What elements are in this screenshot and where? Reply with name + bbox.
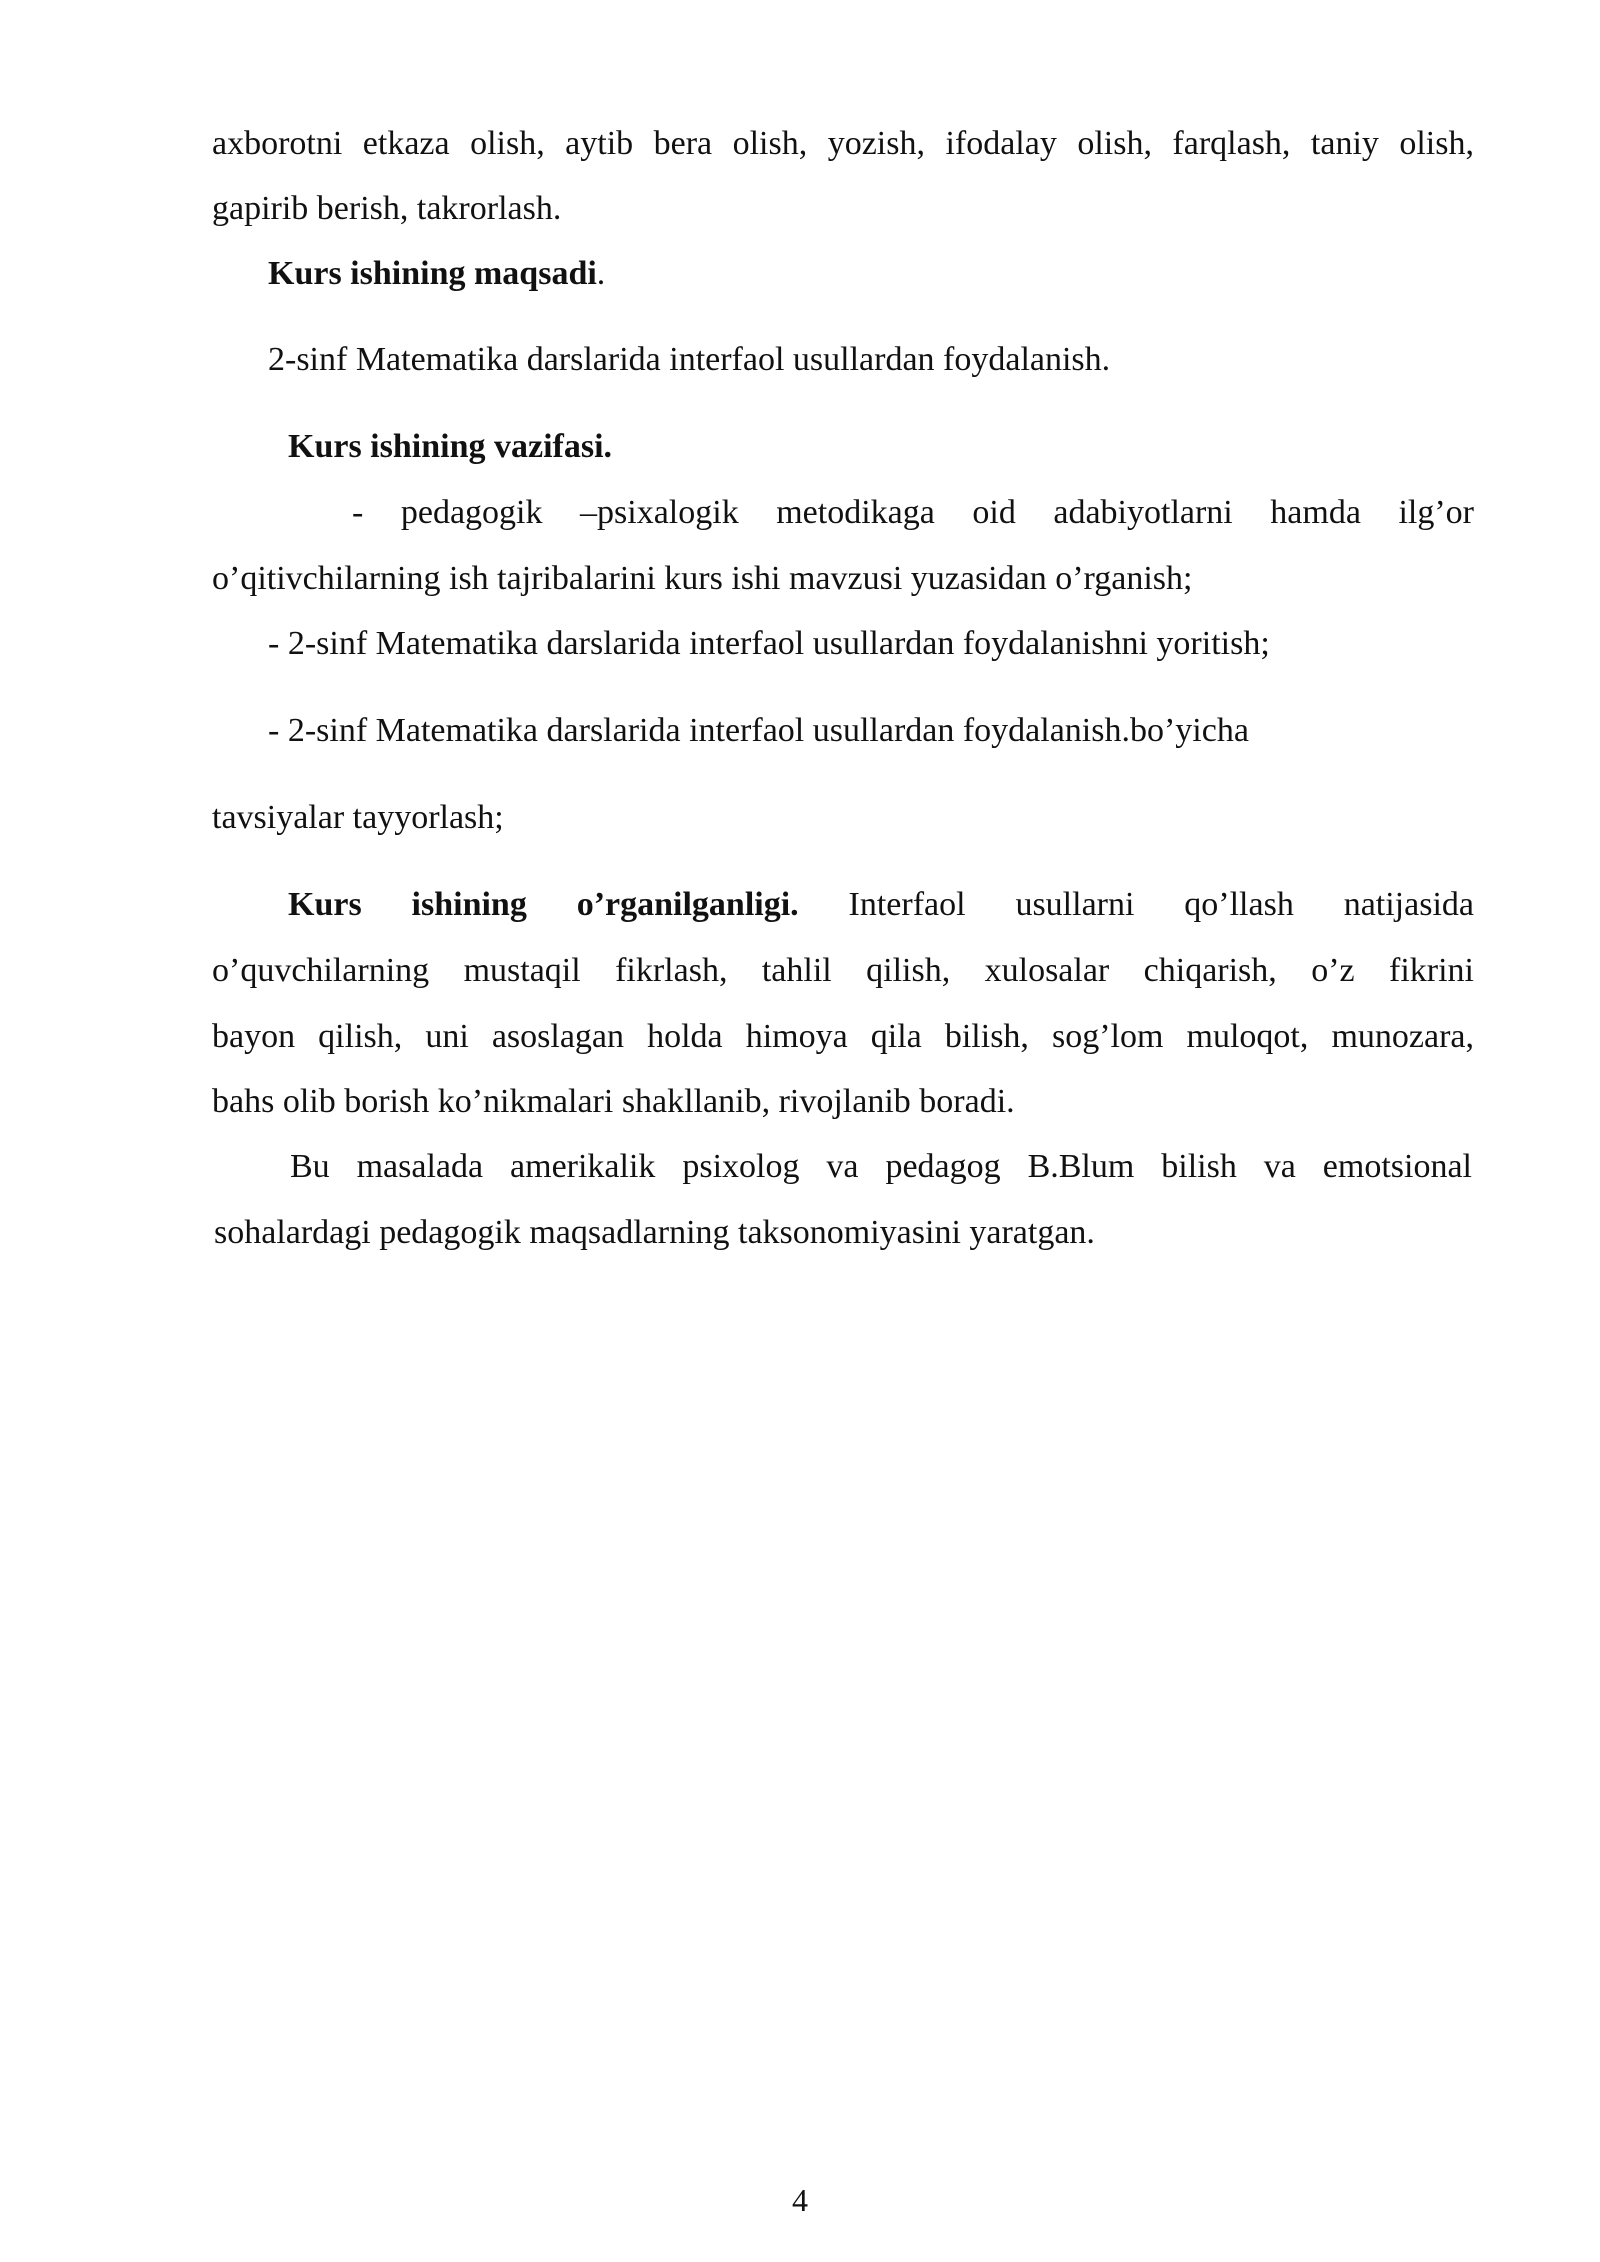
studied-line-3: bayon qilish, uni asoslagan holda himoya qila bilish, sog’lom muloqot, munozara, bbox=[212, 1018, 1474, 1055]
goal-text: 2-sinf Matematika darslarida interfaol usullardan foydalanish. bbox=[268, 341, 1111, 378]
task-item-2: - 2-sinf Matematika darslarida interfaol usullardan foydalanishni yoritish; bbox=[268, 625, 1270, 662]
tasks-heading: Kurs ishining vazifasi. bbox=[288, 428, 613, 465]
studied-line-2: o’quvchilarning mustaqil fikrlash, tahlil qilish, xulosalar chiqarish, o’z fikrini bbox=[212, 952, 1474, 989]
blum-line-2: sohalardagi pedagogik maqsadlarning taksonomiyasini yaratgan. bbox=[214, 1214, 1095, 1251]
intro-line-2: gapirib berish, takrorlash. bbox=[212, 190, 562, 227]
task-item-3-line-1: - 2-sinf Matematika darslarida interfaol usullardan foydalanish.bo’yicha bbox=[268, 712, 1249, 749]
studied-heading: Kurs ishining o’rganilganligi. bbox=[288, 886, 799, 923]
task-item-1-line-1: - pedagogik –psixalogik metodikaga oid adabiyotlarni hamda ilg’or bbox=[352, 494, 1474, 531]
task-item-1-line-2: o’qitivchilarning ish tajribalarini kurs ishi mavzusi yuzasidan o’rganish; bbox=[212, 560, 1193, 597]
intro-line-1: axborotni etkaza olish, aytib bera olish, yozish, ifodalay olish, farqlash, taniy olish, bbox=[212, 125, 1474, 162]
studied-line-4: bahs olib borish ko’nikmalari shakllanib, rivojlanib boradi. bbox=[212, 1083, 1015, 1120]
goal-heading: Kurs ishining maqsadi bbox=[268, 255, 597, 292]
goal-heading-punct: . bbox=[596, 255, 606, 292]
page-number: 4 bbox=[792, 2182, 808, 2218]
goal-heading-line bbox=[268, 254, 1530, 294]
blum-line-1: Bu masalada amerikalik psixolog va pedagog B.Blum bilish va emotsional bbox=[290, 1148, 1472, 1185]
studied-line-1 bbox=[288, 885, 1474, 925]
task-item-3-line-2: tavsiyalar tayyorlash; bbox=[212, 799, 504, 836]
studied-line-1-text: Interfaol usullarni qo’llash natijasida bbox=[798, 886, 1474, 923]
